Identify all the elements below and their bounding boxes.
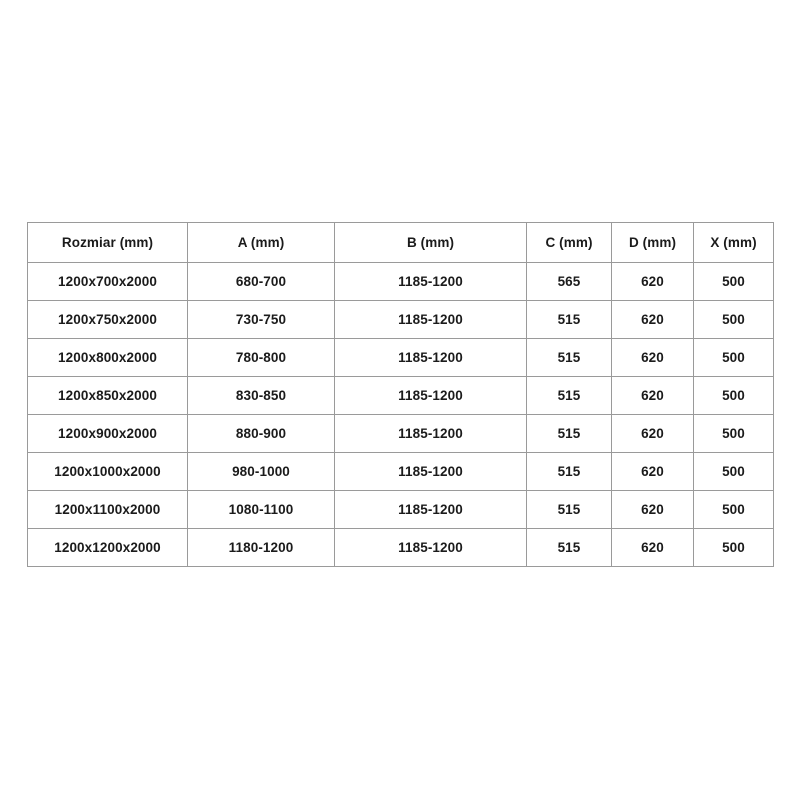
cell-d: 620 (612, 491, 694, 529)
cell-x: 500 (694, 377, 774, 415)
cell-a: 730-750 (188, 301, 335, 339)
table-row (28, 491, 774, 529)
column-header-c: C (mm) (527, 223, 612, 263)
table-row (28, 529, 774, 567)
table-row (28, 377, 774, 415)
spec-table-wrapper (27, 222, 773, 567)
column-header-size: Rozmiar (mm) (28, 223, 188, 263)
cell-c: 515 (527, 377, 612, 415)
table-row (28, 415, 774, 453)
cell-b: 1185-1200 (335, 491, 527, 529)
cell-x: 500 (694, 415, 774, 453)
cell-d: 620 (612, 263, 694, 301)
column-header-x: X (mm) (694, 223, 774, 263)
table-row (28, 339, 774, 377)
cell-b: 1185-1200 (335, 263, 527, 301)
cell-x: 500 (694, 453, 774, 491)
table-header-row (28, 223, 774, 263)
cell-a: 680-700 (188, 263, 335, 301)
cell-x: 500 (694, 491, 774, 529)
cell-c: 515 (527, 301, 612, 339)
cell-size: 1200x1100x2000 (28, 491, 188, 529)
cell-size: 1200x900x2000 (28, 415, 188, 453)
table-row (28, 453, 774, 491)
cell-c: 515 (527, 339, 612, 377)
cell-c: 515 (527, 529, 612, 567)
dimensions-table (27, 222, 774, 567)
cell-d: 620 (612, 529, 694, 567)
cell-x: 500 (694, 529, 774, 567)
cell-size: 1200x800x2000 (28, 339, 188, 377)
cell-c: 515 (527, 453, 612, 491)
column-header-d: D (mm) (612, 223, 694, 263)
cell-a: 980-1000 (188, 453, 335, 491)
cell-d: 620 (612, 339, 694, 377)
table-header (28, 223, 774, 263)
cell-size: 1200x850x2000 (28, 377, 188, 415)
cell-a: 830-850 (188, 377, 335, 415)
cell-size: 1200x1200x2000 (28, 529, 188, 567)
cell-b: 1185-1200 (335, 301, 527, 339)
cell-b: 1185-1200 (335, 453, 527, 491)
cell-b: 1185-1200 (335, 529, 527, 567)
cell-size: 1200x1000x2000 (28, 453, 188, 491)
column-header-a: A (mm) (188, 223, 335, 263)
cell-b: 1185-1200 (335, 339, 527, 377)
cell-d: 620 (612, 301, 694, 339)
cell-a: 1180-1200 (188, 529, 335, 567)
cell-c: 565 (527, 263, 612, 301)
cell-x: 500 (694, 263, 774, 301)
cell-a: 880-900 (188, 415, 335, 453)
cell-c: 515 (527, 491, 612, 529)
cell-c: 515 (527, 415, 612, 453)
cell-b: 1185-1200 (335, 415, 527, 453)
cell-x: 500 (694, 301, 774, 339)
cell-a: 1080-1100 (188, 491, 335, 529)
cell-size: 1200x700x2000 (28, 263, 188, 301)
cell-size: 1200x750x2000 (28, 301, 188, 339)
column-header-b: B (mm) (335, 223, 527, 263)
cell-x: 500 (694, 339, 774, 377)
table-body (28, 263, 774, 567)
table-row (28, 301, 774, 339)
cell-a: 780-800 (188, 339, 335, 377)
cell-d: 620 (612, 415, 694, 453)
table-row (28, 263, 774, 301)
cell-b: 1185-1200 (335, 377, 527, 415)
cell-d: 620 (612, 377, 694, 415)
cell-d: 620 (612, 453, 694, 491)
